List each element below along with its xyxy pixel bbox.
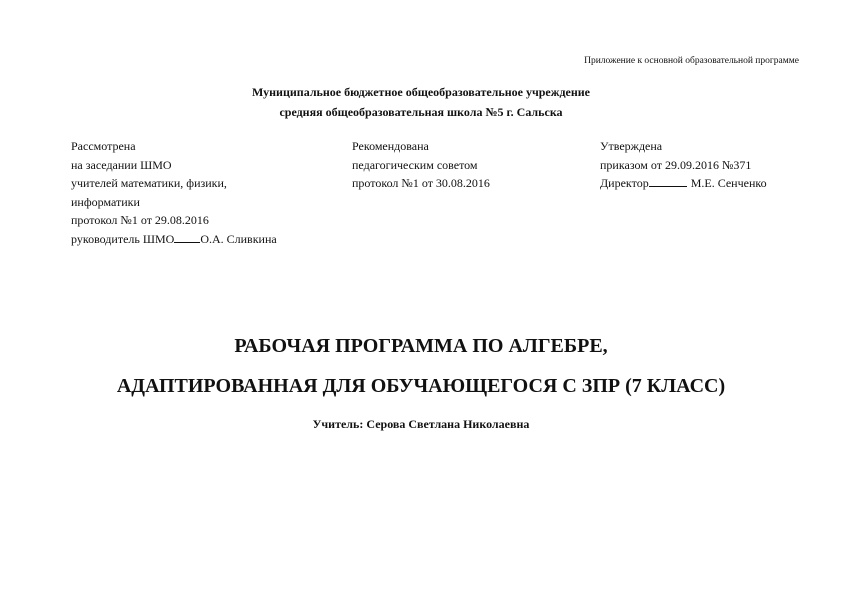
approved-block xyxy=(600,137,830,193)
signature-blank xyxy=(649,176,687,187)
title-line-2: АДАПТИРОВАННАЯ ДЛЯ ОБУЧАЮЩЕГОСЯ С ЗПР (7 КЛАСС) xyxy=(116,375,726,397)
head-name: О.А. Сливкина xyxy=(200,231,277,246)
director-label: Директор xyxy=(600,176,649,190)
considered-head-line xyxy=(71,230,331,249)
signature-blank xyxy=(174,232,200,243)
recommended-heading: Рекомендована xyxy=(352,139,429,153)
approved-heading: Утверждена xyxy=(600,139,663,153)
considered-heading: Рассмотрена xyxy=(71,139,136,153)
considered-protocol: протокол №1 от 29.08.2016 xyxy=(71,213,209,227)
appendix-note: Приложение к основной образовательной программе xyxy=(584,56,799,66)
director-name: М.Е. Сенченко xyxy=(690,176,767,190)
recommended-council: педагогическим советом xyxy=(352,157,478,172)
considered-subject: информатики xyxy=(71,194,140,209)
considered-block xyxy=(71,137,331,248)
organization-name-line-1: Муниципальное бюджетное общеобразовательное учреждение xyxy=(251,85,591,99)
approved-director-line xyxy=(600,174,830,193)
recommended-protocol: протокол №1 от 30.08.2016 xyxy=(352,176,490,190)
recommended-block xyxy=(352,137,582,193)
considered-meeting: на заседании ШМО xyxy=(71,157,172,172)
considered-teachers: учителей математики, физики, xyxy=(71,176,227,190)
organization-header xyxy=(0,82,842,122)
head-label: руководитель ШМО xyxy=(71,231,175,246)
approved-order: приказом от 29.09.2016 №371 xyxy=(600,157,752,172)
teacher-name: Учитель: Серова Светлана Николаевна xyxy=(312,417,530,431)
organization-name-line-2: средняя общеобразовательная школа №5 г. Сальска xyxy=(279,105,563,119)
document-title xyxy=(0,334,842,398)
title-line-1: РАБОЧАЯ ПРОГРАММА ПО АЛГЕБРЕ, xyxy=(234,335,608,357)
